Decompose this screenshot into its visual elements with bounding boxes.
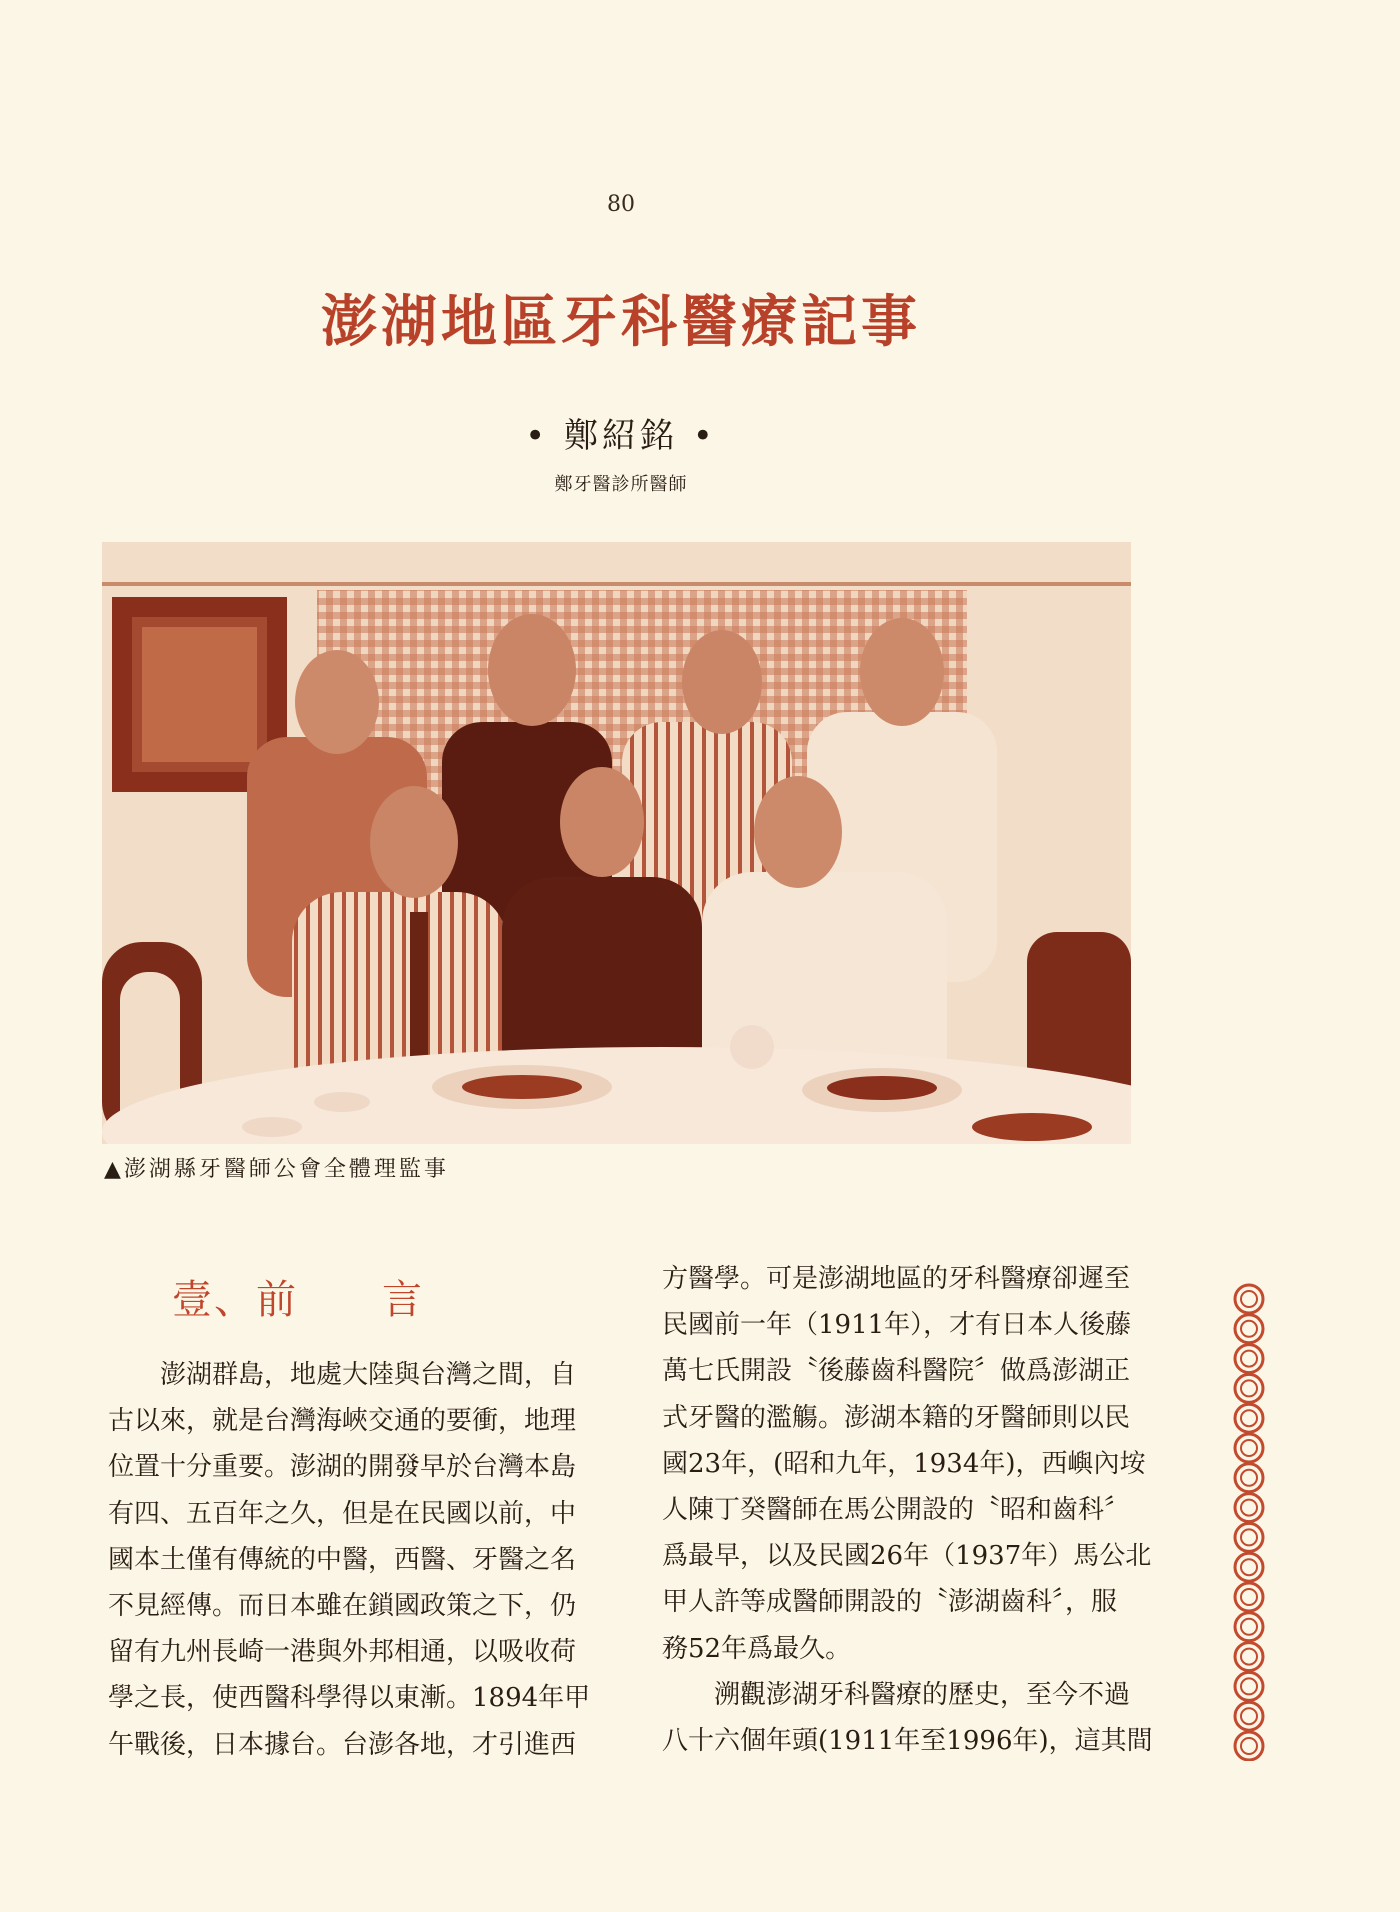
seal-medallion — [1235, 1672, 1263, 1700]
body-line: 萬七氏開設〝後藤齒科醫院〞做爲澎湖正 — [662, 1356, 1131, 1387]
group-photo-illustration — [102, 542, 1131, 1144]
seal-medallion-inner — [1241, 1619, 1257, 1635]
seal-medallion — [1235, 1285, 1263, 1313]
body-column-right — [662, 1256, 1153, 1764]
seal-medallion-inner — [1241, 1649, 1257, 1665]
body-line: 式牙醫的濫觴。澎湖本籍的牙醫師則以民 — [662, 1402, 1131, 1433]
article-title: 澎湖地區牙科醫療記事 — [321, 289, 921, 355]
page-number: 80 — [607, 192, 635, 217]
body-line: 方醫學。可是澎湖地區的牙科醫療卻遲至 — [662, 1264, 1131, 1294]
author-name: • 鄭紹銘 • — [525, 416, 717, 456]
seal-medallion — [1235, 1345, 1263, 1373]
seal-medallion — [1235, 1732, 1263, 1760]
section-heading: 壹、前 言 — [172, 1277, 424, 1323]
author-affiliation: 鄭牙醫診所醫師 — [554, 474, 688, 495]
body-line: 不見經傳。而日本雖在鎖國政策之下，仍 — [108, 1591, 577, 1622]
body-line: 八十六個年頭(1911年至1996年)，這其間 — [662, 1726, 1153, 1757]
seal-medallion-inner — [1241, 1351, 1257, 1367]
seal-medallion — [1235, 1643, 1263, 1671]
body-line: 有四、五百年之久，但是在民國以前，中 — [108, 1498, 577, 1529]
seal-medallion — [1235, 1702, 1263, 1730]
body-line: 古以來，就是台灣海峽交通的要衝，地理 — [108, 1406, 577, 1437]
body-line: 爲最早，以及民國26年（1937年）馬公北 — [662, 1541, 1152, 1572]
seal-medallion — [1235, 1523, 1263, 1551]
seal-medallion-inner — [1241, 1321, 1257, 1337]
body-line: 國23年，(昭和九年，1934年)，西嶼內垵 — [662, 1448, 1146, 1479]
body-line: 澎湖群島，地處大陸與台灣之間，自 — [108, 1360, 577, 1390]
seal-medallion-inner — [1241, 1678, 1257, 1694]
seal-medallion — [1235, 1434, 1263, 1462]
seal-medallion-inner — [1241, 1380, 1257, 1396]
body-line: 位置十分重要。澎湖的開發早於台灣本島 — [108, 1452, 577, 1483]
body-line: 人陳丁癸醫師在馬公開設的〝昭和齒科〞 — [662, 1495, 1131, 1526]
body-line: 學之長，使西醫科學得以東漸。1894年甲 — [108, 1683, 591, 1714]
body-line: 留有九州長崎一港與外邦相通，以吸收荷 — [108, 1637, 577, 1668]
seal-medallion-inner — [1241, 1559, 1257, 1575]
photo-caption: ▲澎湖縣牙醫師公會全體理監事 — [104, 1157, 449, 1182]
body-line: 午戰後，日本據台。台澎各地，才引進西 — [108, 1729, 577, 1760]
seal-medallion-inner — [1241, 1529, 1257, 1545]
seal-medallion-inner — [1241, 1500, 1257, 1516]
decorative-seal-column — [1226, 1283, 1272, 1761]
seal-medallion — [1235, 1583, 1263, 1611]
body-line: 溯觀澎湖牙科醫療的歷史，至今不過 — [662, 1679, 1131, 1710]
seal-medallion — [1235, 1315, 1263, 1343]
seal-medallion — [1235, 1404, 1263, 1432]
body-column-left — [108, 1352, 591, 1768]
seal-medallion-inner — [1241, 1708, 1257, 1724]
seal-medallion-inner — [1241, 1440, 1257, 1456]
seal-medallion — [1235, 1494, 1263, 1522]
seal-medallion-inner — [1241, 1738, 1257, 1754]
seal-medallion — [1235, 1613, 1263, 1641]
body-line: 甲人許等成醫師開設的〝澎湖齒科〞，服 — [662, 1587, 1118, 1618]
seal-medallion — [1235, 1374, 1263, 1402]
seal-medallion-inner — [1241, 1589, 1257, 1605]
group-photo — [102, 542, 1131, 1144]
seal-medallion-inner — [1241, 1470, 1257, 1486]
body-line: 務52年爲最久。 — [662, 1633, 852, 1664]
seal-medallion — [1235, 1553, 1263, 1581]
seal-medallion-inner — [1241, 1410, 1257, 1426]
body-line: 民國前一年（1911年），才有日本人後藤 — [662, 1310, 1132, 1341]
body-line: 國本土僅有傳統的中醫，西醫、牙醫之名 — [108, 1544, 577, 1575]
seal-medallion — [1235, 1464, 1263, 1492]
seal-medallion-inner — [1241, 1291, 1257, 1307]
